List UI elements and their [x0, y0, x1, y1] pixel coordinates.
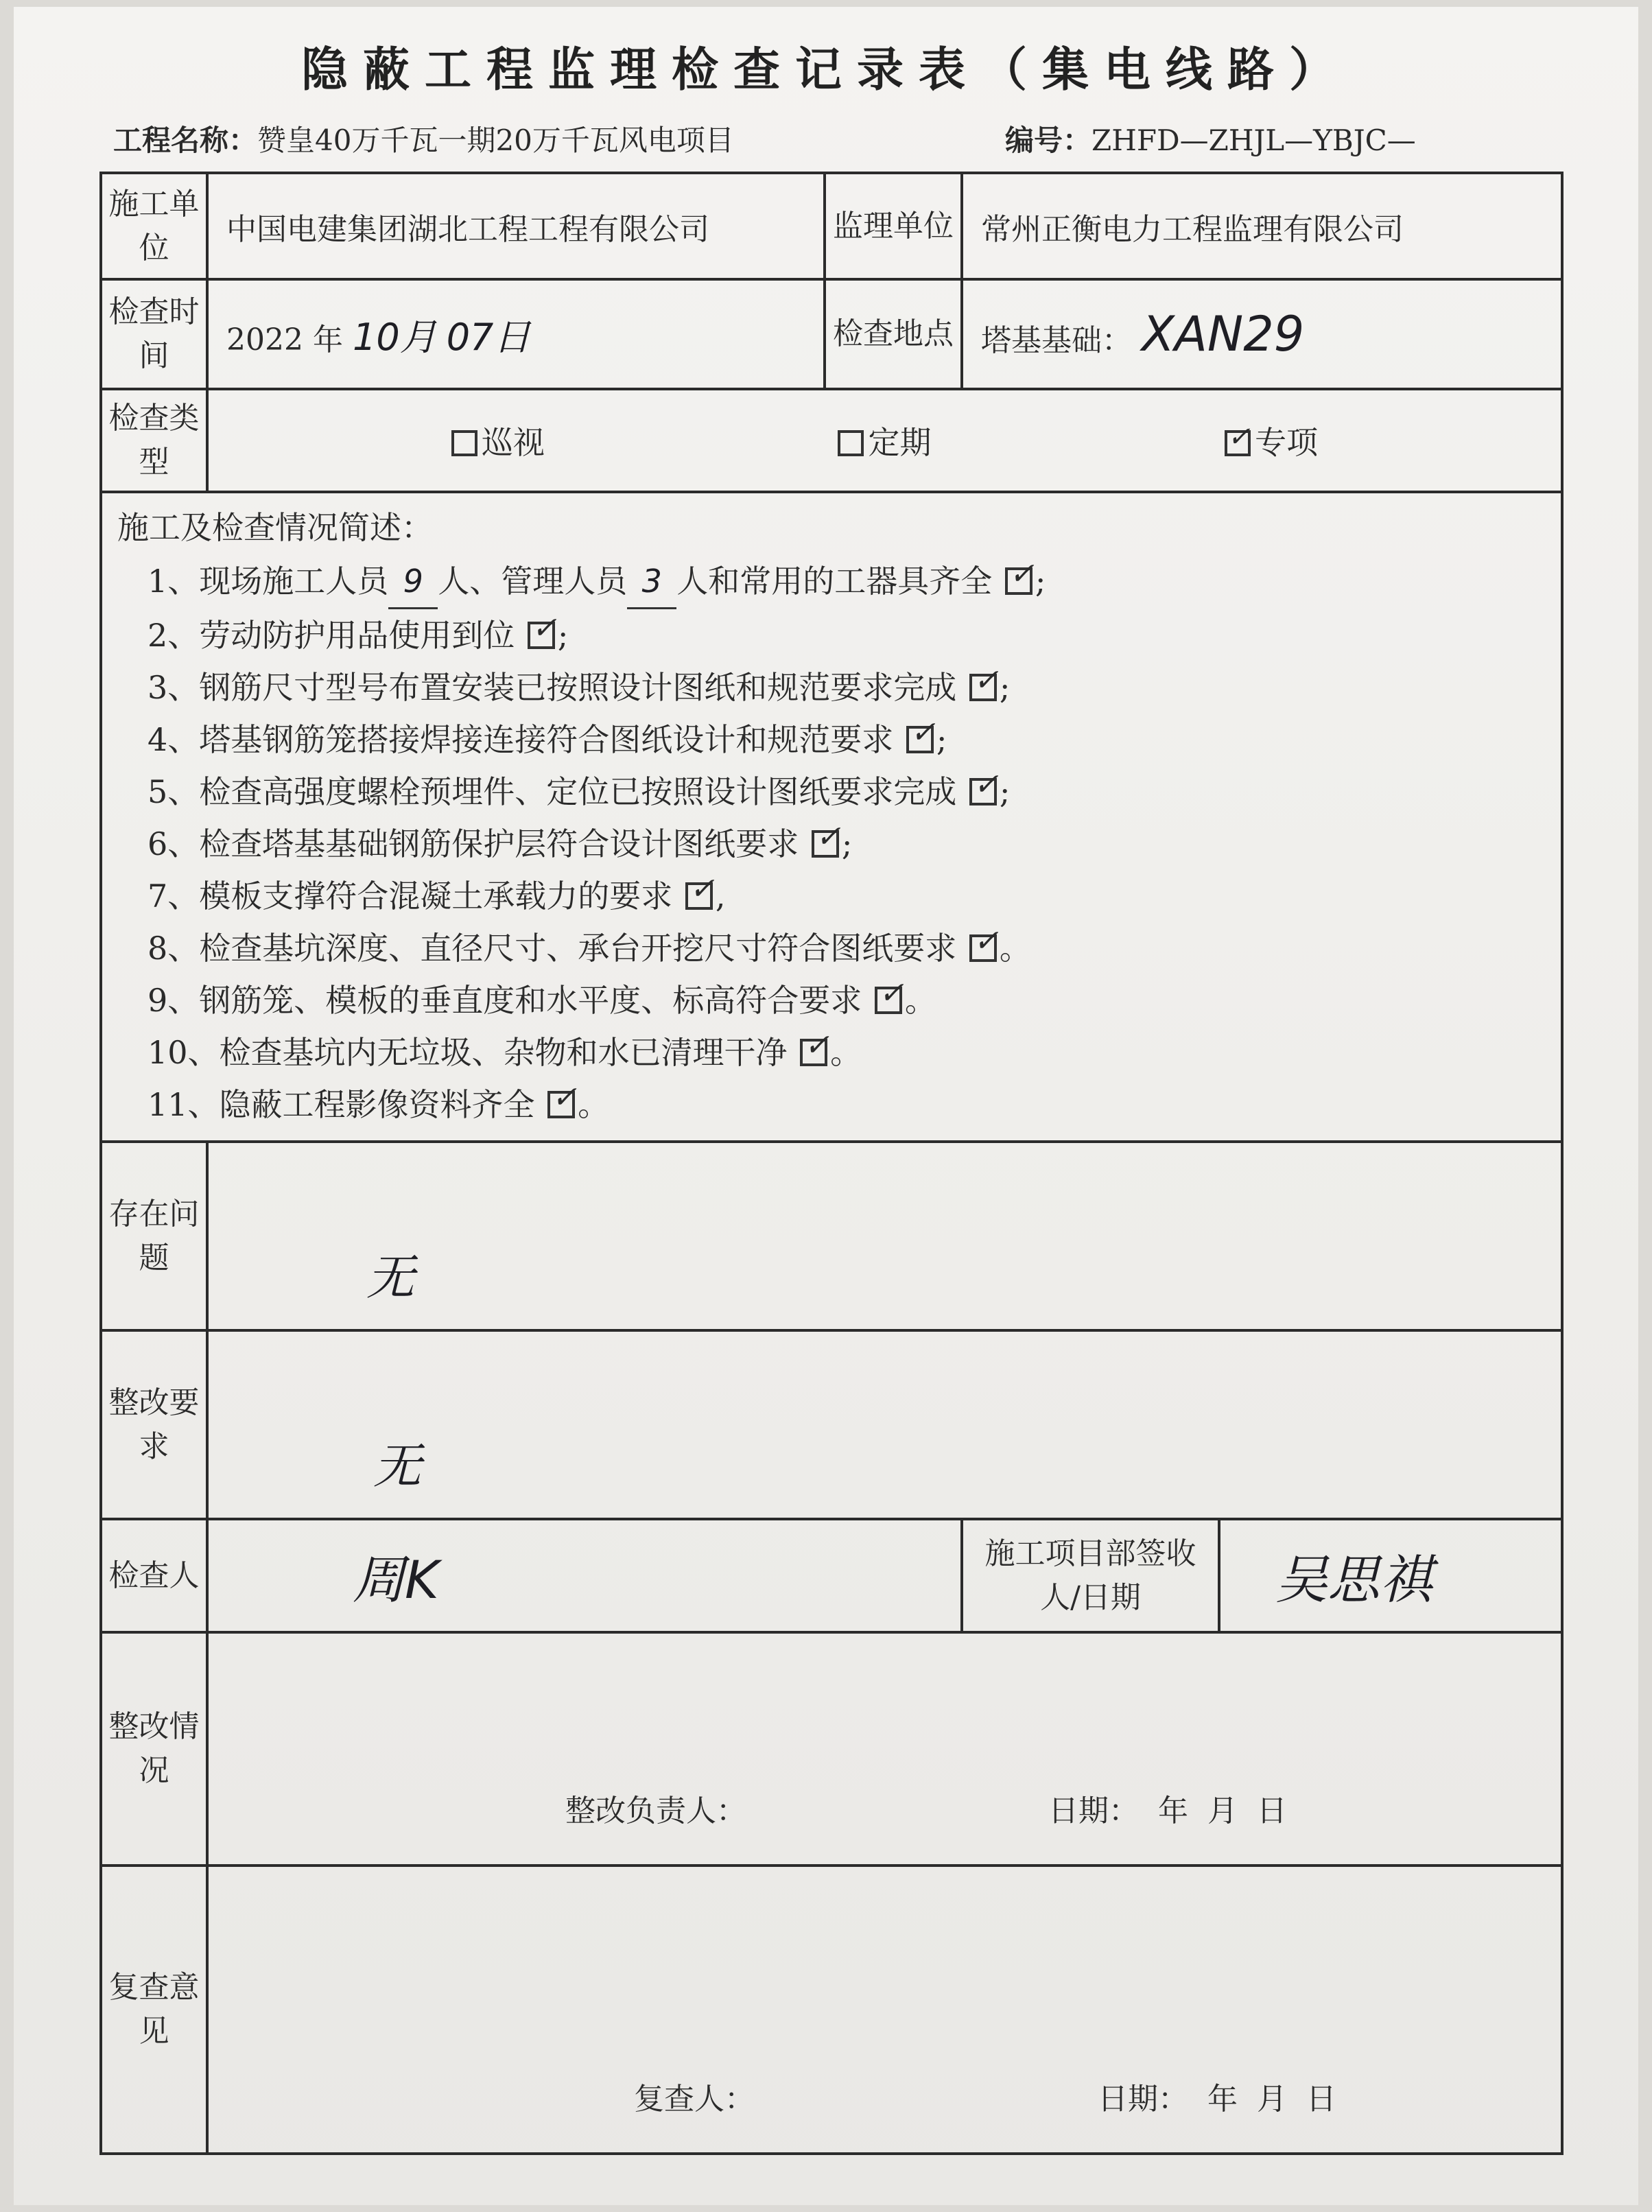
- type-option-special[interactable]: ✓ 专项: [1225, 418, 1318, 463]
- receiver-signature: 吴思祺: [1275, 1549, 1432, 1610]
- rectify-status-cell: [207, 1632, 1562, 1866]
- checked-box-icon: [685, 882, 713, 910]
- contractor-label: 施工单位: [101, 173, 207, 279]
- problems-value: 无: [366, 1249, 414, 1306]
- rectify-responsible-label: 整改负责人：: [565, 1793, 746, 1828]
- description-heading: 施工及检查情况简述：: [117, 509, 433, 546]
- checked-box-icon: [812, 830, 839, 858]
- supervisor-value: 常州正衡电力工程监理有限公司: [962, 173, 1562, 279]
- description-item-2: 2、劳动防护用品使用到位 ✓ ;: [117, 609, 1546, 661]
- row-review: [101, 1866, 1562, 2154]
- receiver-signature-cell: [1219, 1519, 1562, 1632]
- page-title: 隐蔽工程监理检查记录表（集电线路）: [300, 43, 1351, 97]
- reviewer-label: 复查人：: [634, 2082, 755, 2117]
- checked-box-icon: [906, 726, 934, 753]
- managers-count: 3: [627, 555, 676, 609]
- inspection-form-table: [99, 172, 1564, 2155]
- review-label: 复查意见: [101, 1866, 207, 2154]
- review-cell: [207, 1866, 1562, 2154]
- row-rectify-requirements: [101, 1330, 1562, 1519]
- checked-box-icon: [800, 1039, 827, 1066]
- checked-box-icon: [969, 778, 997, 805]
- description-item-8: 8、检查基坑深度、直径尺寸、承台开挖尺寸符合图纸要求 ✓ 。: [117, 922, 1546, 974]
- checked-box-icon: [969, 934, 997, 962]
- type-option-patrol[interactable]: 巡视: [451, 418, 545, 463]
- receiver-label: 施工项目部签收人/日期: [962, 1519, 1219, 1632]
- row-description: [101, 492, 1562, 1142]
- rectify-req-value: 无: [373, 1438, 421, 1494]
- place-prefix: 塔基基础：: [981, 323, 1132, 358]
- type-options: [207, 389, 1562, 492]
- description-item-3: 3、钢筋尺寸型号布置安装已按照设计图纸和规范要求完成 ✓ ;: [117, 661, 1546, 714]
- date-year: 2022 年: [226, 322, 343, 357]
- row-problems: [101, 1142, 1562, 1330]
- description-item-1: 1、现场施工人员 9 人、管理人员 3 人和常用的工器具齐全 ✓ ;: [117, 555, 1546, 609]
- rectify-date-label: 日期： 年 月 日: [1048, 1793, 1287, 1828]
- description-item-10: 10、检查基坑内无垃圾、杂物和水已清理干净 ✓ 。: [117, 1026, 1546, 1079]
- checked-box-icon: [875, 987, 902, 1014]
- row-type: [101, 389, 1562, 492]
- date-day: 07日: [446, 315, 531, 359]
- description-item-11: 11、隐蔽工程影像资料齐全 ✓ 。: [117, 1079, 1546, 1131]
- row-inspector: [101, 1519, 1562, 1632]
- checked-box-icon: [969, 674, 997, 701]
- description-item-5: 5、检查高强度螺栓预埋件、定位已按照设计图纸要求完成 ✓ ;: [117, 766, 1546, 818]
- inspection-date: [207, 279, 825, 389]
- checkbox-icon: [838, 430, 864, 456]
- project-name-label: 工程名称：: [113, 123, 258, 157]
- project-name-value: 赞皇40万千瓦一期20万千瓦风电项目: [257, 123, 734, 157]
- time-label: 检查时间: [101, 279, 207, 389]
- inspection-place: [962, 279, 1562, 389]
- checked-box-icon: [547, 1091, 575, 1118]
- project-name-line: [113, 118, 734, 159]
- inspector-signature-cell: [207, 1519, 962, 1632]
- type-option-periodic[interactable]: 定期: [838, 418, 931, 463]
- problems-value-cell: [207, 1142, 1562, 1330]
- row-units: [101, 173, 1562, 279]
- workers-count: 9: [388, 555, 438, 609]
- description-item-9: 9、钢筋笼、模板的垂直度和水平度、标高符合要求 ✓ 。: [117, 974, 1546, 1026]
- document-code-label: 编号：: [1005, 123, 1092, 157]
- description-cell: [101, 492, 1562, 1142]
- problems-label: 存在问题: [101, 1142, 207, 1330]
- checked-box-icon: [528, 622, 555, 649]
- description-item-4: 4、塔基钢筋笼搭接焊接连接符合图纸设计和规范要求 ✓ ;: [117, 714, 1546, 766]
- document-code-line: [1005, 118, 1416, 159]
- checkbox-icon: [451, 430, 477, 456]
- review-date-label: 日期： 年 月 日: [1098, 2082, 1336, 2117]
- description-item-7: 7、模板支撑符合混凝土承载力的要求 ✓ ,: [117, 870, 1546, 922]
- rectify-req-label: 整改要求: [101, 1330, 207, 1519]
- inspector-signature: 周K: [353, 1549, 439, 1610]
- rectify-status-label: 整改情况: [101, 1632, 207, 1866]
- row-time-place: [101, 279, 1562, 389]
- checked-box-icon: [1005, 567, 1032, 595]
- description-item-6: 6、检查塔基基础钢筋保护层符合设计图纸要求 ✓ ;: [117, 818, 1546, 870]
- supervisor-label: 监理单位: [825, 173, 962, 279]
- type-label: 检查类型: [101, 389, 207, 492]
- place-value: XAN29: [1142, 306, 1305, 362]
- inspector-label: 检查人: [101, 1519, 207, 1632]
- row-rectify-status: [101, 1632, 1562, 1866]
- contractor-value: 中国电建集团湖北工程工程有限公司: [207, 173, 825, 279]
- document-code-value: ZHFD—ZHJL—YBJC—: [1092, 123, 1416, 157]
- place-label: 检查地点: [825, 279, 962, 389]
- checked-box-icon: [1225, 430, 1251, 456]
- date-month: 10月: [352, 315, 437, 359]
- rectify-req-value-cell: [207, 1330, 1562, 1519]
